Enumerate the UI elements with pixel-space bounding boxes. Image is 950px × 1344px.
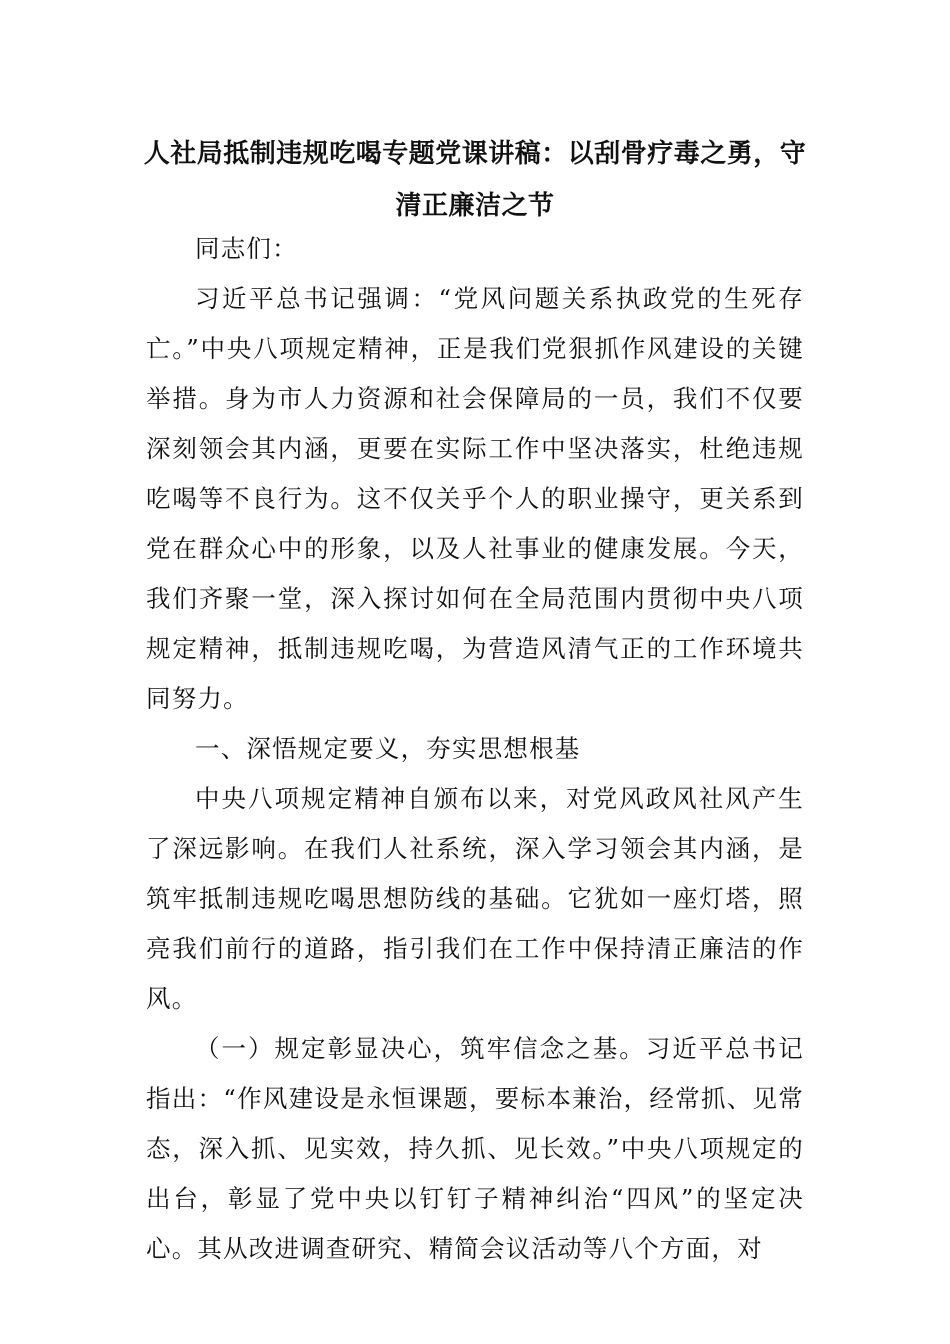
subsection-paragraph: （一）规定彰显决心，筑牢信念之基。习近平总书记指出：“作风建设是永恒课题，要标本兼治，经常抓、见常态，深入抓、见实效，持久抓、见长效。”中央八项规定的出台，彰显了党中央以钉钉子精神纠治“四风”的坚定决心。其从改进调查研究、精简会议活动等八个方面，对 <box>146 1034 804 1263</box>
document-body <box>146 224 804 1274</box>
document-title: 人社局抵制违规吃喝专题党课讲稿：以刮骨疗毒之勇，守清正廉洁之节 <box>143 139 807 221</box>
section-paragraph: 中央八项规定精神自颁布以来，对党风政风社风产生了深远影响。在我们人社系统，深入学习领会其内涵，是筑牢抵制违规吃喝思想防线的基础。它犹如一座灯塔，照亮我们前行的道路，指引我们在工作中保持清正廉洁的作风。 <box>146 784 804 1013</box>
section-heading: 一、深悟规定要义，夯实思想根基 <box>195 734 581 763</box>
intro-paragraph: 习近平总书记强调：“党风问题关系执政党的生死存亡。”中央八项规定精神，正是我们党狠抓作风建设的关键举措。身为市人力资源和社会保障局的一员，我们不仅要深刻领会其内涵，更要在实际工作中坚决落实，杜绝违规吃喝等不良行为。这不仅关乎个人的职业操守，更关系到党在群众心中的形象，以及人社事业的健康发展。今天，我们齐聚一堂，深入探讨如何在全局范围内贯彻中央八项规定精神，抵制违规吃喝，为营造风清气正的工作环境共同努力。 <box>146 284 804 713</box>
salutation-paragraph: 同志们： <box>195 234 298 263</box>
